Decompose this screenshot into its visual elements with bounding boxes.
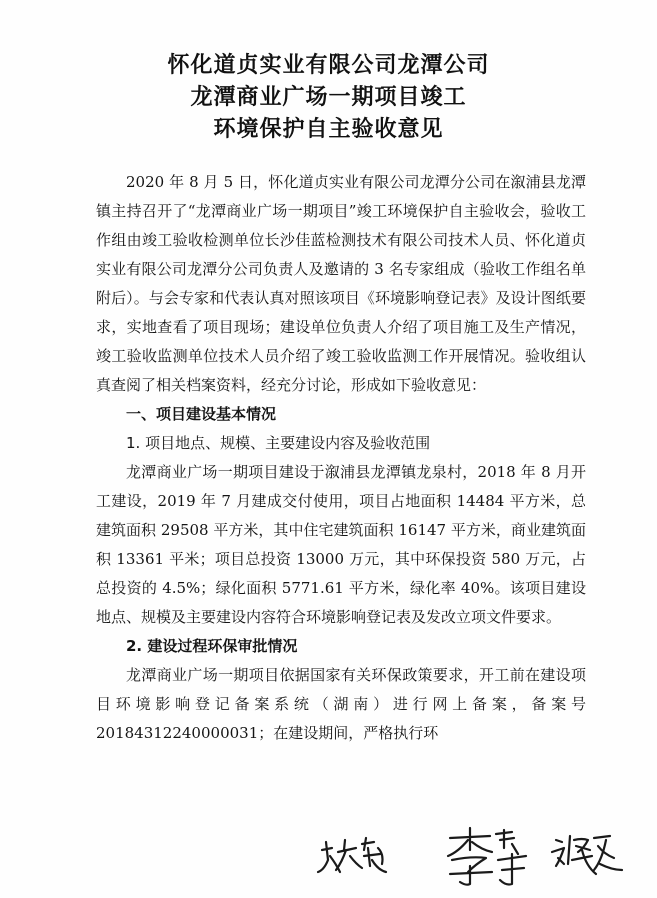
document-body [96, 168, 586, 748]
handwritten-signatures [300, 820, 630, 890]
title-line-1: 怀化道贞实业有限公司龙潭公司 [167, 53, 490, 78]
document-title [60, 50, 597, 146]
signature-3 [552, 836, 622, 874]
subsection-body-1: 龙潭商业广场一期项目建设于溆浦县龙潭镇龙泉村，2018 年 8 月开工建设，2019 年 7 月建成交付使用，项目占地面积 14484 平方米，总建筑面积 29508 平方米，其中住宅建筑面积 16147 平方米，商业建筑面积 13361 平米；项目总投资 13000 万元，其中环保投资 580 万元，占总投资的 4.5%；绿化面积 5771.61 平方米，绿化率 40%。该项目建设地点、规模及主要建设内容符合环境影响登记表及发改立项文件要求。 [96, 463, 586, 626]
signature-2 [448, 828, 526, 885]
intro-paragraph: 2020 年 8 月 5 日，怀化道贞实业有限公司龙潭分公司在溆浦县龙潭镇主持召开了“龙潭商业广场一期项目”竣工环境保护自主验收会，验收工作组由竣工验收检测单位长沙佳蓝检测技术有限公司技术人员、怀化道贞实业有限公司龙潭分公司负责人及邀请的 3 名专家组成（验收工作组名单附后）。与会专家和代表认真对照该项目《环境影响登记表》及设计图纸要求，实地查看了项目现场；建设单位负责人介绍了项目施工及生产情况，竣工验收监测单位技术人员介绍了竣工验收监测工作开展情况。验收组认真查阅了相关档案资料，经充分讨论，形成如下验收意见： [96, 173, 586, 394]
title-line-3: 环境保护自主验收意见 [213, 117, 444, 142]
signature-strokes [300, 820, 630, 890]
subsection-heading-1: 1. 项目地点、规模、主要建设内容及验收范围 [126, 434, 431, 452]
subsection-heading-2: 2. 建设过程环保审批情况 [126, 637, 298, 655]
signature-1 [318, 838, 386, 872]
title-line-2: 龙潭商业广场一期项目竣工 [190, 85, 467, 110]
section-heading-1: 一、项目建设基本情况 [126, 405, 277, 423]
subsection-body-2: 龙潭商业广场一期项目依据国家有关环保政策要求，开工前在建设项目环境影响登记备案系统（湖南）进行网上备案，备案号 20184312240000031；在建设期间，严格执行环 [96, 666, 586, 742]
